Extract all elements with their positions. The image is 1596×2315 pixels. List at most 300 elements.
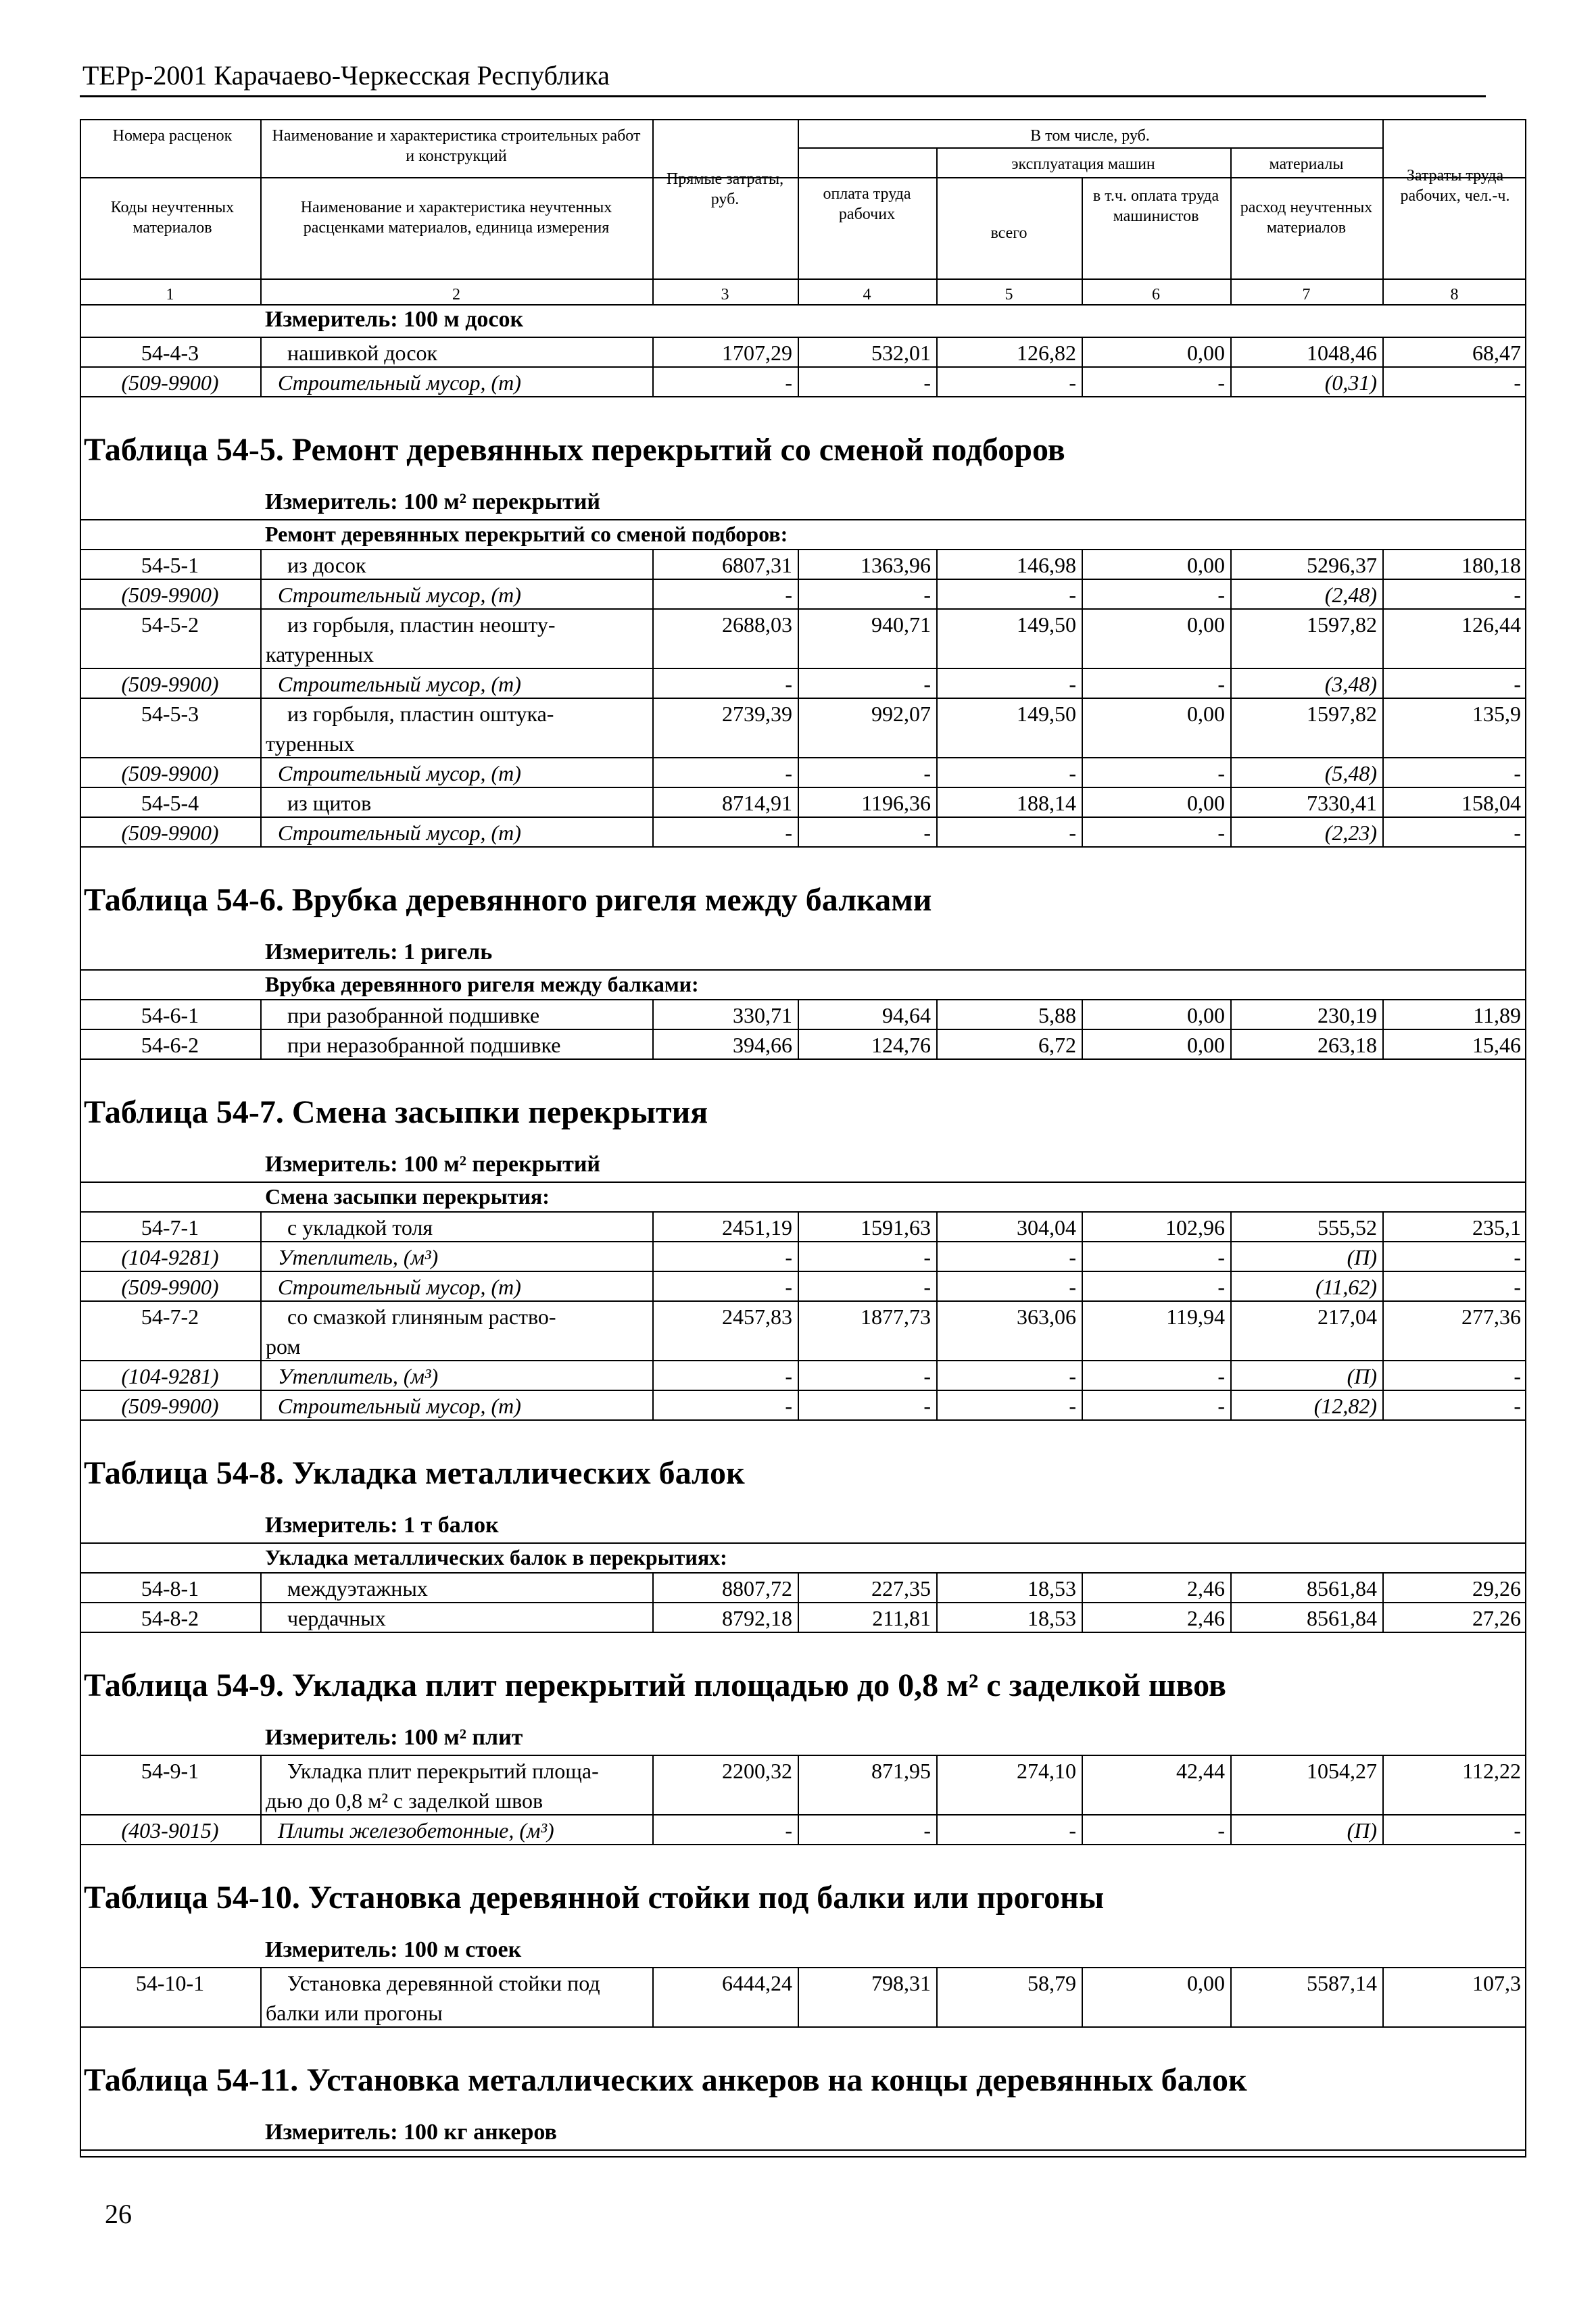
table-title: Таблица 54-7. Смена засыпки перекрытия (84, 1094, 708, 1130)
value-cell: - (1069, 672, 1076, 696)
cell-divider (936, 1242, 938, 1272)
col-group-label: В том числе, руб. (1030, 127, 1150, 145)
cell-divider (260, 1391, 262, 1421)
page-frame (80, 119, 1526, 2158)
row-rule (80, 2026, 1526, 2028)
cell-divider (798, 818, 799, 848)
cell-divider (1082, 1603, 1083, 1633)
value-cell: (П) (1347, 1364, 1377, 1388)
cell-divider (260, 1756, 262, 1816)
row-rule (80, 1300, 1526, 1302)
cell-divider (1082, 550, 1083, 580)
value-cell: - (923, 761, 931, 785)
value-cell: - (1514, 821, 1521, 845)
rate-code: 54-9-1 (141, 1759, 199, 1783)
work-description: со смазкой глиняным раство- (287, 1305, 556, 1329)
hdr-vline-4 (936, 147, 938, 304)
value-cell: 2739,39 (722, 702, 792, 726)
col-4-label: оплата труда рабочих (823, 185, 911, 223)
cell-divider (798, 610, 799, 669)
value-cell: 7330,41 (1307, 791, 1377, 815)
cell-divider (1230, 338, 1232, 368)
value-cell: - (1514, 1394, 1521, 1418)
measure-rule (80, 1181, 1526, 1183)
value-cell: 1196,36 (861, 791, 931, 815)
material-code: (509-9900) (121, 1394, 219, 1418)
cell-divider (1230, 1603, 1232, 1633)
value-cell: 1597,82 (1307, 702, 1377, 726)
page-number: 26 (105, 2199, 132, 2229)
material-code: (509-9900) (121, 1275, 219, 1299)
work-description: Строительный мусор, (т) (278, 370, 521, 395)
cell-divider (260, 1030, 262, 1060)
cell-divider (260, 1968, 262, 2028)
cell-divider (1082, 788, 1083, 818)
row-rule (80, 1029, 1526, 1030)
rate-code: 54-6-2 (141, 1033, 199, 1057)
row-rule (80, 668, 1526, 669)
cell-divider (652, 550, 654, 580)
row-rule (80, 1602, 1526, 1603)
value-cell: - (785, 1394, 792, 1418)
col-num-3: 3 (721, 286, 729, 303)
work-description: туренных (266, 731, 355, 756)
measure-rule (80, 1755, 1526, 1756)
cell-divider (798, 1391, 799, 1421)
row-rule (80, 817, 1526, 818)
cell-divider (936, 699, 938, 758)
cell-divider (1230, 1272, 1232, 1302)
table-title: Таблица 54-8. Укладка металлических балок (84, 1455, 745, 1491)
value-cell: 126,82 (1017, 341, 1076, 365)
cell-divider (1230, 1816, 1232, 1845)
cell-divider (798, 1361, 799, 1391)
value-cell: 0,00 (1187, 1971, 1225, 1995)
value-cell: 211,81 (872, 1606, 931, 1630)
cell-divider (798, 368, 799, 397)
rate-code: 54-7-2 (141, 1305, 199, 1329)
col-materials-label: материалы (1269, 155, 1344, 173)
col-1b-label: Коды неучтенных материалов (110, 199, 235, 237)
material-code: (104-9281) (121, 1364, 219, 1388)
cell-divider (260, 1574, 262, 1603)
row-rule (80, 787, 1526, 788)
cell-divider (260, 788, 262, 818)
table-title: Таблица 54-11. Установка металлических анкеров на концы деревянных балок (84, 2062, 1247, 2098)
cell-divider (798, 1272, 799, 1302)
value-cell: 18,53 (1027, 1576, 1076, 1601)
value-cell: 2457,83 (722, 1305, 792, 1329)
work-description: Строительный мусор, (т) (278, 1394, 521, 1418)
cell-divider (652, 580, 654, 610)
value-cell: - (1069, 1275, 1076, 1299)
row-rule (80, 1632, 1526, 1633)
work-description: из горбыля, пластин неошту- (287, 612, 556, 637)
value-cell: 2,46 (1187, 1576, 1225, 1601)
cell-divider (652, 1272, 654, 1302)
cell-divider (1230, 1213, 1232, 1242)
cell-divider (260, 1213, 262, 1242)
value-cell: 158,04 (1461, 791, 1521, 815)
cell-divider (936, 1030, 938, 1060)
cell-divider (652, 669, 654, 699)
value-cell: - (785, 1275, 792, 1299)
cell-divider (936, 818, 938, 848)
value-cell: - (785, 672, 792, 696)
value-cell: - (1217, 761, 1225, 785)
cell-divider (1230, 1302, 1232, 1361)
value-cell: - (1514, 370, 1521, 395)
cell-divider (1082, 1391, 1083, 1421)
cell-divider (936, 1574, 938, 1603)
cell-divider (936, 580, 938, 610)
cell-divider (260, 1272, 262, 1302)
cell-divider (798, 1756, 799, 1816)
row-rule (80, 757, 1526, 758)
value-cell: (11,62) (1315, 1275, 1377, 1299)
value-cell: 1597,82 (1307, 612, 1377, 637)
work-description: из досок (287, 553, 366, 577)
cell-divider (1082, 1816, 1083, 1845)
value-cell: 394,66 (733, 1033, 792, 1057)
work-description: Строительный мусор, (т) (278, 821, 521, 845)
cell-divider (1230, 550, 1232, 580)
work-description: Утеплитель, (м³) (278, 1245, 439, 1269)
value-cell: 8561,84 (1307, 1606, 1377, 1630)
value-cell: 8792,18 (722, 1606, 792, 1630)
cell-divider (652, 1000, 654, 1030)
value-cell: 149,50 (1017, 612, 1076, 637)
cell-divider (1230, 758, 1232, 788)
cell-divider (1382, 580, 1384, 610)
material-code: (403-9015) (121, 1818, 219, 1843)
cell-divider (1382, 1242, 1384, 1272)
cell-divider (1082, 818, 1083, 848)
table-title: Таблица 54-10. Установка деревянной стойки под балки или прогоны (84, 1880, 1105, 1916)
value-cell: - (1514, 1364, 1521, 1388)
cell-divider (1382, 338, 1384, 368)
cell-divider (798, 1603, 799, 1633)
value-cell: 277,36 (1461, 1305, 1521, 1329)
cell-divider (1230, 580, 1232, 610)
cell-divider (260, 699, 262, 758)
hdr-vline-1 (260, 119, 262, 304)
value-cell: 180,18 (1461, 553, 1521, 577)
value-cell: 798,31 (871, 1971, 931, 1995)
cell-divider (1382, 550, 1384, 580)
value-cell: 0,00 (1187, 1003, 1225, 1027)
cell-divider (1082, 1213, 1083, 1242)
cell-divider (260, 818, 262, 848)
row-rule (80, 579, 1526, 580)
value-cell: 363,06 (1017, 1305, 1076, 1329)
cell-divider (1230, 699, 1232, 758)
cell-divider (1382, 669, 1384, 699)
measure-rule (80, 519, 1526, 520)
cell-divider (798, 1242, 799, 1272)
rate-code: 54-8-1 (141, 1576, 199, 1601)
cell-divider (1082, 1242, 1083, 1272)
cell-divider (1382, 1816, 1384, 1845)
value-cell: 112,22 (1462, 1759, 1521, 1783)
value-cell: - (785, 821, 792, 845)
material-code: (509-9900) (121, 370, 219, 395)
value-cell: - (923, 1245, 931, 1269)
value-cell: - (923, 1364, 931, 1388)
cell-divider (260, 1361, 262, 1391)
value-cell: 1591,63 (861, 1215, 931, 1240)
value-cell: 274,10 (1017, 1759, 1076, 1783)
rate-code: 54-10-1 (135, 1971, 205, 1995)
cell-divider (798, 338, 799, 368)
cell-divider (652, 1816, 654, 1845)
measure-label: Измеритель: 100 кг анкеров (265, 2120, 557, 2145)
value-cell: 149,50 (1017, 702, 1076, 726)
hdr-rule-group (798, 147, 1382, 149)
measure-label: Измеритель: 100 м² перекрытий (265, 489, 601, 514)
work-description: Установка деревянной стойки под (287, 1971, 600, 1995)
cell-divider (260, 368, 262, 397)
value-cell: - (1217, 1394, 1225, 1418)
section-rule (80, 1572, 1526, 1574)
cell-divider (1230, 669, 1232, 699)
measure-rule (80, 1542, 1526, 1544)
cell-divider (1382, 1361, 1384, 1391)
value-cell: 235,1 (1472, 1215, 1521, 1240)
value-cell: - (1514, 761, 1521, 785)
cell-divider (1082, 1968, 1083, 2028)
value-cell: 940,71 (871, 612, 931, 637)
value-cell: 1054,27 (1307, 1759, 1377, 1783)
cell-divider (260, 610, 262, 669)
section-label: Ремонт деревянных перекрытий со сменой подборов: (265, 522, 788, 546)
value-cell: (2,23) (1324, 821, 1377, 845)
rate-code: 54-7-1 (141, 1215, 199, 1240)
hdr-vline-3 (798, 119, 799, 304)
cell-divider (798, 1030, 799, 1060)
cell-divider (652, 610, 654, 669)
cell-divider (1082, 1272, 1083, 1302)
work-description: Строительный мусор, (т) (278, 1275, 521, 1299)
value-cell: - (1514, 1818, 1521, 1843)
cell-divider (1382, 699, 1384, 758)
cell-divider (260, 550, 262, 580)
section-label: Смена засыпки перекрытия: (265, 1184, 550, 1209)
value-cell: - (1514, 672, 1521, 696)
cell-divider (1082, 669, 1083, 699)
row-rule (80, 846, 1526, 848)
value-cell: (2,48) (1324, 583, 1377, 607)
value-cell: 230,19 (1317, 1003, 1377, 1027)
cell-divider (936, 1756, 938, 1816)
col-num-4: 4 (863, 286, 871, 303)
cell-divider (798, 1574, 799, 1603)
hdr-rule-mid (80, 177, 1526, 178)
cell-divider (936, 1816, 938, 1845)
cell-divider (260, 669, 262, 699)
measure-rule (80, 969, 1526, 971)
cell-divider (1082, 1030, 1083, 1060)
cell-divider (260, 1242, 262, 1272)
value-cell: 5587,14 (1307, 1971, 1377, 1995)
col-2a-label: Наименование и характеристика строительных работ и конструкций (272, 127, 641, 165)
value-cell: - (1217, 370, 1225, 395)
row-rule (80, 698, 1526, 699)
cell-divider (260, 1603, 262, 1633)
value-cell: 15,46 (1472, 1033, 1521, 1057)
col-7-label: расход неучтенных материалов (1240, 199, 1373, 237)
value-cell: - (1217, 1245, 1225, 1269)
cell-divider (936, 788, 938, 818)
cell-divider (798, 669, 799, 699)
col-8-label: Затраты труда рабочих, чел.-ч. (1400, 167, 1510, 205)
row-rule (80, 1271, 1526, 1272)
cell-divider (1382, 1756, 1384, 1816)
work-description: ром (266, 1334, 301, 1359)
value-cell: 58,79 (1027, 1971, 1076, 1995)
work-description: балки или прогоны (266, 2001, 443, 2025)
value-cell: - (785, 1245, 792, 1269)
cell-divider (798, 1302, 799, 1361)
cell-divider (936, 368, 938, 397)
measure-label: Измеритель: 1 ригель (265, 940, 493, 965)
col-2b-label: Наименование и характеристика неучтенных расценками материалов, единица измерения (300, 199, 612, 237)
measure-rule (80, 1967, 1526, 1968)
cell-divider (1230, 1391, 1232, 1421)
cell-divider (1082, 1756, 1083, 1816)
value-cell: 102,96 (1165, 1215, 1225, 1240)
rate-code: 54-5-3 (141, 702, 199, 726)
cell-divider (1230, 610, 1232, 669)
cell-divider (260, 338, 262, 368)
table-title: Таблица 54-9. Укладка плит перекрытий площадью до 0,8 м² с заделкой швов (84, 1667, 1226, 1703)
work-description: чердачных (287, 1606, 386, 1630)
cell-divider (1082, 758, 1083, 788)
value-cell: - (1069, 370, 1076, 395)
value-cell: 532,01 (871, 341, 931, 365)
value-cell: 135,9 (1472, 702, 1521, 726)
cell-divider (652, 1361, 654, 1391)
cell-divider (652, 1302, 654, 1361)
cell-divider (798, 580, 799, 610)
value-cell: 107,3 (1472, 1971, 1521, 1995)
rate-code: 54-5-1 (141, 553, 199, 577)
cell-divider (1230, 1000, 1232, 1030)
table-title: Таблица 54-5. Ремонт деревянных перекрытий со сменой подборов (84, 432, 1065, 468)
measure-label: Измеритель: 100 м² перекрытий (265, 1152, 601, 1177)
work-description: Плиты железобетонные, (м³) (278, 1818, 554, 1843)
work-description: Строительный мусор, (т) (278, 583, 521, 607)
cell-divider (798, 788, 799, 818)
cell-divider (652, 699, 654, 758)
value-cell: 94,64 (882, 1003, 931, 1027)
hdr-rule-top (80, 119, 1526, 120)
value-cell: - (785, 370, 792, 395)
value-cell: 18,53 (1027, 1606, 1076, 1630)
hdr-vline-6 (1230, 147, 1232, 304)
cell-divider (1230, 368, 1232, 397)
value-cell: - (923, 1275, 931, 1299)
value-cell: 0,00 (1187, 791, 1225, 815)
value-cell: - (785, 1818, 792, 1843)
value-cell: - (923, 672, 931, 696)
value-cell: - (923, 821, 931, 845)
material-code: (509-9900) (121, 761, 219, 785)
cell-divider (798, 1213, 799, 1242)
value-cell: - (1217, 1275, 1225, 1299)
value-cell: - (1217, 821, 1225, 845)
value-cell: 555,52 (1317, 1215, 1377, 1240)
page-header: ТЕРр-2001 Карачаево-Черкесская Республика (82, 60, 610, 91)
cell-divider (1230, 788, 1232, 818)
cell-divider (652, 1213, 654, 1242)
cell-divider (1382, 1968, 1384, 2028)
row-rule (80, 396, 1526, 397)
cell-divider (652, 1756, 654, 1816)
value-cell: 146,98 (1017, 553, 1076, 577)
value-cell: 27,26 (1472, 1606, 1521, 1630)
cell-divider (936, 338, 938, 368)
value-cell: 217,04 (1317, 1305, 1377, 1329)
value-cell: - (1069, 1245, 1076, 1269)
cell-divider (1382, 758, 1384, 788)
cell-divider (936, 1213, 938, 1242)
value-cell: 1363,96 (861, 553, 931, 577)
value-cell: 6444,24 (722, 1971, 792, 1995)
cell-divider (1382, 788, 1384, 818)
work-description: дью до 0,8 м² с заделкой швов (266, 1788, 543, 1813)
cell-divider (798, 1968, 799, 2028)
value-cell: - (1514, 1275, 1521, 1299)
row-rule (80, 608, 1526, 610)
cell-divider (1382, 1000, 1384, 1030)
row-rule (80, 366, 1526, 368)
cell-divider (1082, 1574, 1083, 1603)
work-description: междуэтажных (287, 1576, 428, 1601)
rate-code: 54-6-1 (141, 1003, 199, 1027)
work-description: Утеплитель, (м³) (278, 1364, 439, 1388)
cell-divider (798, 1816, 799, 1845)
col-num-7: 7 (1302, 286, 1311, 303)
cell-divider (1382, 610, 1384, 669)
value-cell: - (923, 370, 931, 395)
value-cell: - (1069, 761, 1076, 785)
value-cell: 42,44 (1176, 1759, 1225, 1783)
col-6-label: в т.ч. оплата труда машинистов (1092, 187, 1219, 225)
rate-code: 54-5-2 (141, 612, 199, 637)
value-cell: (П) (1347, 1245, 1377, 1269)
value-cell: 68,47 (1472, 341, 1521, 365)
row-rule (80, 1814, 1526, 1816)
value-cell: 126,44 (1461, 612, 1521, 637)
cell-divider (1082, 580, 1083, 610)
cell-divider (1082, 610, 1083, 669)
row-rule (80, 1058, 1526, 1060)
material-code: (104-9281) (121, 1245, 219, 1269)
work-description: из щитов (287, 791, 372, 815)
hdr-vline-7 (1382, 119, 1384, 304)
col-1a-label: Номера расценок (112, 127, 233, 145)
cell-divider (652, 1603, 654, 1633)
cell-divider (1382, 818, 1384, 848)
value-cell: 29,26 (1472, 1576, 1521, 1601)
hdr-rule-bottom (80, 278, 1526, 280)
col-num-1: 1 (166, 286, 174, 303)
cell-divider (1230, 1574, 1232, 1603)
value-cell: - (1069, 1364, 1076, 1388)
material-code: (509-9900) (121, 672, 219, 696)
cell-divider (652, 338, 654, 368)
